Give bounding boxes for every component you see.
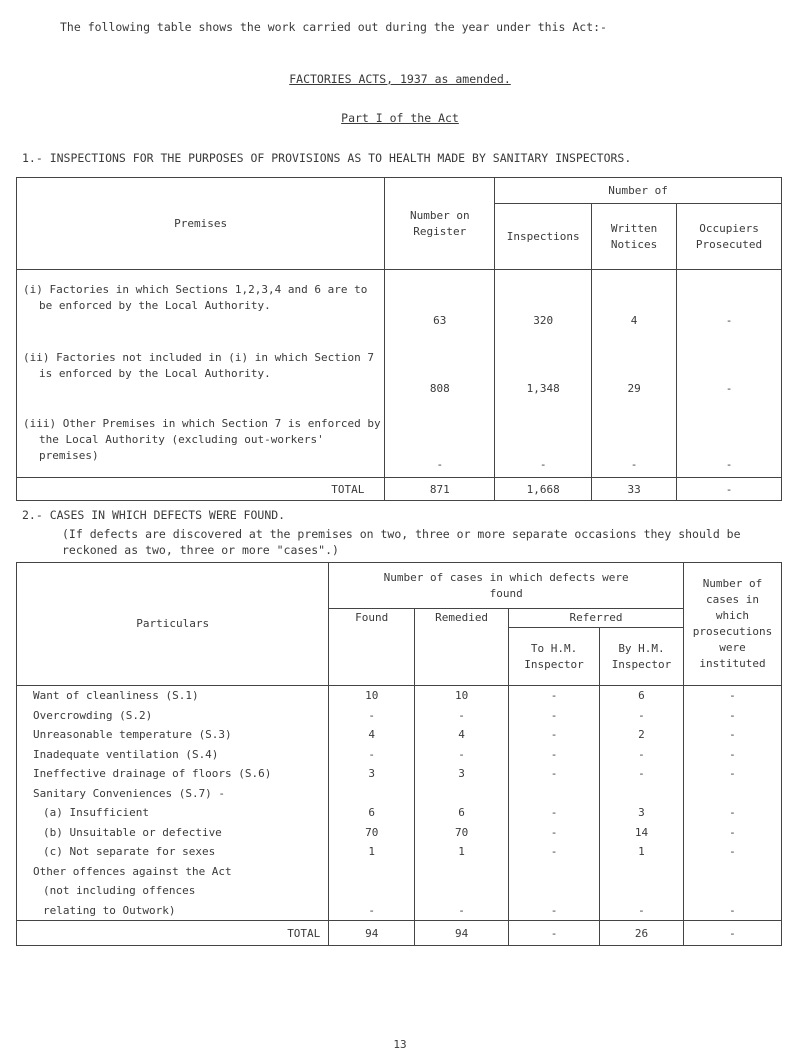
cell-remedied: 6 — [415, 803, 509, 823]
table-row — [17, 270, 782, 340]
cell-prosecutions: - — [683, 686, 781, 706]
table-row — [17, 803, 782, 823]
cell-prosecutions: - — [683, 764, 781, 784]
header-by-hm: By H.M. Inspector — [600, 628, 684, 686]
cell-to-hm: - — [509, 745, 600, 765]
row-label: (a) Insufficient — [17, 803, 329, 823]
cell-remedied — [415, 862, 509, 882]
cell-prosecutions: - — [683, 706, 781, 726]
cell-prosecutions: - — [683, 745, 781, 765]
cell-found: - — [329, 745, 415, 765]
total-notices: 33 — [592, 478, 677, 501]
cell-by-hm: 6 — [600, 686, 684, 706]
cell-prosecutions: - — [683, 901, 781, 921]
total-found: 94 — [329, 921, 415, 946]
inspections-table — [16, 177, 782, 501]
cell-to-hm: - — [509, 706, 600, 726]
cell-inspections: - — [495, 406, 592, 478]
cell-prosecutions — [683, 862, 781, 882]
table-row — [17, 901, 782, 921]
header-referred: Referred — [509, 609, 684, 628]
cell-by-hm: 1 — [600, 842, 684, 862]
table-row — [17, 406, 782, 478]
header-occupiers-prosecuted: Occupiers Prosecuted — [677, 204, 782, 270]
row-label: relating to Outwork) — [17, 901, 329, 921]
cell-by-hm: - — [600, 745, 684, 765]
table-row — [17, 686, 782, 706]
cell-notices: 4 — [592, 270, 677, 340]
row-label: (c) Not separate for sexes — [17, 842, 329, 862]
cell-found — [329, 881, 415, 901]
total-prosecutions: - — [683, 921, 781, 946]
cell-to-hm — [509, 881, 600, 901]
cell-by-hm: 2 — [600, 725, 684, 745]
cell-remedied: - — [415, 745, 509, 765]
cell-to-hm — [509, 784, 600, 804]
cell-remedied — [415, 881, 509, 901]
table-row — [17, 862, 782, 882]
section2-note: (If defects are discovered at the premises on two, three or more separate occasions they should be reckoned as two, three or more "cases".) — [62, 527, 741, 557]
row-label: (ii) Factories not included in (i) in which Section 7 is enforced by the Local Authority. — [23, 350, 374, 380]
table-row — [17, 725, 782, 745]
row-label: Ineffective drainage of floors (S.6) — [17, 764, 329, 784]
cell-inspections: 1,348 — [495, 340, 592, 406]
cell-prosecutions: - — [683, 823, 781, 843]
total-prosecuted: - — [677, 478, 782, 501]
row-label: (iii) Other Premises in which Section 7 is enforced by the Local Authority (excluding out-workers' premises) — [23, 416, 381, 462]
cell-prosecutions — [683, 881, 781, 901]
total-label: TOTAL — [17, 921, 329, 946]
table-row — [17, 823, 782, 843]
row-label: Overcrowding (S.2) — [17, 706, 329, 726]
header-number-of: Number of — [495, 178, 782, 204]
part-heading: Part I of the Act — [341, 111, 459, 125]
cell-to-hm: - — [509, 823, 600, 843]
cell-found: - — [329, 706, 415, 726]
cell-prosecuted: - — [677, 270, 782, 340]
cell-prosecutions: - — [683, 803, 781, 823]
total-register: 871 — [385, 478, 495, 501]
cell-remedied: - — [415, 706, 509, 726]
table-row — [17, 706, 782, 726]
cell-found: 6 — [329, 803, 415, 823]
section2-heading: 2.- CASES IN WHICH DEFECTS WERE FOUND. — [22, 508, 286, 522]
cell-remedied: 4 — [415, 725, 509, 745]
cell-to-hm — [509, 862, 600, 882]
cell-notices: 29 — [592, 340, 677, 406]
header-prosecutions: Number of cases in which prosecutions were instituted — [683, 563, 781, 686]
cell-by-hm — [600, 862, 684, 882]
cell-found: 4 — [329, 725, 415, 745]
cell-by-hm — [600, 784, 684, 804]
row-label: (not including offences — [17, 881, 329, 901]
row-label: (b) Unsuitable or defective — [17, 823, 329, 843]
cell-by-hm: - — [600, 764, 684, 784]
cell-found — [329, 784, 415, 804]
table-row — [17, 764, 782, 784]
cell-found: - — [329, 901, 415, 921]
cell-by-hm: - — [600, 901, 684, 921]
header-remedied: Remedied — [415, 609, 509, 686]
total-inspections: 1,668 — [495, 478, 592, 501]
total-to-hm: - — [509, 921, 600, 946]
cell-to-hm: - — [509, 803, 600, 823]
cell-by-hm: 14 — [600, 823, 684, 843]
cell-prosecuted: - — [677, 340, 782, 406]
cell-to-hm: - — [509, 842, 600, 862]
section1-heading: 1.- INSPECTIONS FOR THE PURPOSES OF PROVISIONS AS TO HEALTH MADE BY SANITARY INSPECTORS. — [22, 151, 632, 165]
cell-remedied: - — [415, 901, 509, 921]
page-number: 13 — [393, 1038, 407, 1051]
cell-found: 3 — [329, 764, 415, 784]
table-row — [17, 842, 782, 862]
cell-to-hm: - — [509, 901, 600, 921]
cell-remedied — [415, 784, 509, 804]
header-inspections: Inspections — [495, 204, 592, 270]
cell-prosecutions: - — [683, 842, 781, 862]
cell-register: 63 — [385, 270, 495, 340]
cell-by-hm: - — [600, 706, 684, 726]
header-to-hm: To H.M. Inspector — [509, 628, 600, 686]
cell-register: 808 — [385, 340, 495, 406]
table-row — [17, 784, 782, 804]
header-particulars: Particulars — [17, 563, 329, 686]
row-label: Other offences against the Act — [17, 862, 329, 882]
total-row — [17, 921, 782, 946]
cell-found: 10 — [329, 686, 415, 706]
cell-remedied: 1 — [415, 842, 509, 862]
intro-text: The following table shows the work carried out during the year under this Act:- — [60, 20, 607, 34]
cell-found: 70 — [329, 823, 415, 843]
total-row — [17, 478, 782, 501]
header-premises: Premises — [17, 178, 385, 270]
cell-register: - — [385, 406, 495, 478]
header-found: Found — [329, 609, 415, 686]
defects-table — [16, 562, 782, 946]
cell-by-hm — [600, 881, 684, 901]
header-cases-found: Number of cases in which defects were found — [329, 563, 684, 609]
cell-prosecutions: - — [683, 725, 781, 745]
row-label: Want of cleanliness (S.1) — [17, 686, 329, 706]
cell-to-hm: - — [509, 686, 600, 706]
table-row — [17, 881, 782, 901]
table-row — [17, 745, 782, 765]
cell-prosecuted: - — [677, 406, 782, 478]
row-label: Unreasonable temperature (S.3) — [17, 725, 329, 745]
header-written-notices: Written Notices — [592, 204, 677, 270]
total-by-hm: 26 — [600, 921, 684, 946]
cell-to-hm: - — [509, 725, 600, 745]
table-row — [17, 340, 782, 406]
row-label: Inadequate ventilation (S.4) — [17, 745, 329, 765]
cell-prosecutions — [683, 784, 781, 804]
total-remedied: 94 — [415, 921, 509, 946]
row-label: (i) Factories in which Sections 1,2,3,4 and 6 are to be enforced by the Local Authority. — [23, 283, 368, 312]
cell-by-hm: 3 — [600, 803, 684, 823]
row-label: Sanitary Conveniences (S.7) - — [17, 784, 329, 804]
cell-found — [329, 862, 415, 882]
total-label: TOTAL — [17, 478, 385, 501]
cell-found: 1 — [329, 842, 415, 862]
cell-notices: - — [592, 406, 677, 478]
cell-to-hm: - — [509, 764, 600, 784]
cell-remedied: 3 — [415, 764, 509, 784]
cell-remedied: 10 — [415, 686, 509, 706]
header-number-on-register: Number on Register — [385, 178, 495, 270]
cell-inspections: 320 — [495, 270, 592, 340]
document-title: FACTORIES ACTS, 1937 as amended. — [289, 72, 511, 86]
cell-remedied: 70 — [415, 823, 509, 843]
